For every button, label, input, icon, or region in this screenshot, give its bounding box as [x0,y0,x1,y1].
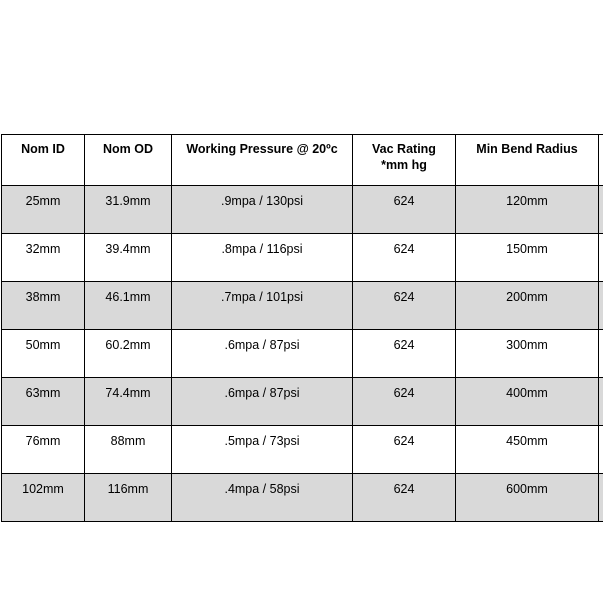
cell-working-pressure: .4mpa / 58psi [172,474,353,522]
cell-nom-id: 38mm [2,282,85,330]
cell-extra [599,186,603,234]
cell-min-bend-radius: 300mm [456,330,599,378]
table-row [2,186,603,234]
hose-spec-table-container [0,134,603,522]
cell-extra [599,330,603,378]
cell-min-bend-radius: 400mm [456,378,599,426]
table-row [2,474,603,522]
cell-extra [599,378,603,426]
table-header-row [2,135,603,186]
table-row [2,234,603,282]
header-vac-rating: Vac Rating *mm hg [353,135,456,186]
cell-vac-rating: 624 [353,378,456,426]
cell-min-bend-radius: 120mm [456,186,599,234]
table-row [2,282,603,330]
cell-vac-rating: 624 [353,234,456,282]
cell-vac-rating: 624 [353,186,456,234]
cell-nom-id: 102mm [2,474,85,522]
cell-vac-rating: 624 [353,474,456,522]
cell-nom-id: 50mm [2,330,85,378]
cell-extra [599,234,603,282]
cell-nom-id: 32mm [2,234,85,282]
cell-nom-od: 31.9mm [85,186,172,234]
table-row [2,330,603,378]
cell-vac-rating: 624 [353,282,456,330]
cell-working-pressure: .5mpa / 73psi [172,426,353,474]
cell-working-pressure: .8mpa / 116psi [172,234,353,282]
cell-nom-od: 116mm [85,474,172,522]
cell-min-bend-radius: 150mm [456,234,599,282]
cell-extra [599,474,603,522]
cell-nom-od: 39.4mm [85,234,172,282]
cell-vac-rating: 624 [353,330,456,378]
cell-nom-od: 60.2mm [85,330,172,378]
cell-min-bend-radius: 600mm [456,474,599,522]
header-min-bend-radius: Min Bend Radius [456,135,599,186]
cell-min-bend-radius: 450mm [456,426,599,474]
cell-nom-od: 74.4mm [85,378,172,426]
hose-spec-table [1,134,603,522]
cell-nom-id: 25mm [2,186,85,234]
cell-working-pressure: .9mpa / 130psi [172,186,353,234]
cell-extra [599,426,603,474]
cell-extra [599,282,603,330]
header-nom-id: Nom ID [2,135,85,186]
cell-working-pressure: .7mpa / 101psi [172,282,353,330]
cell-vac-rating: 624 [353,426,456,474]
cell-nom-id: 63mm [2,378,85,426]
cell-min-bend-radius: 200mm [456,282,599,330]
cell-nom-id: 76mm [2,426,85,474]
header-nom-od: Nom OD [85,135,172,186]
cell-working-pressure: .6mpa / 87psi [172,330,353,378]
cell-nom-od: 88mm [85,426,172,474]
table-row [2,378,603,426]
cell-working-pressure: .6mpa / 87psi [172,378,353,426]
header-working-pressure: Working Pressure @ 20ºc [172,135,353,186]
table-row [2,426,603,474]
cell-nom-od: 46.1mm [85,282,172,330]
table-body [2,186,603,522]
header-extra-column [599,135,603,186]
